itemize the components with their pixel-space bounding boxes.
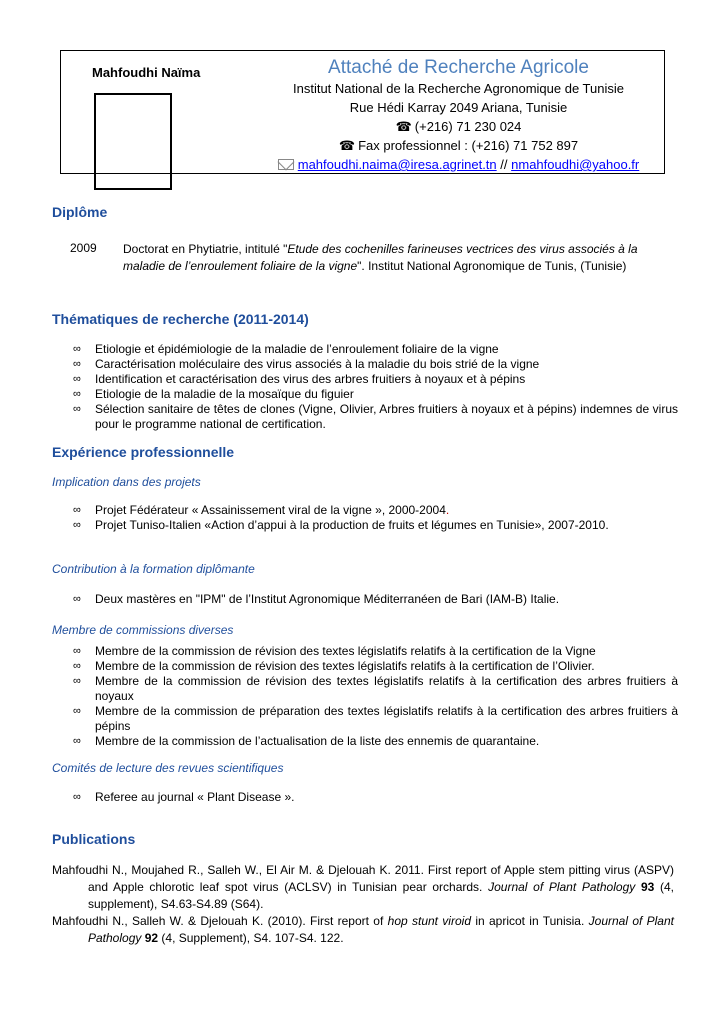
publications-heading: Publications	[52, 831, 136, 847]
projects-list	[73, 503, 678, 533]
bullet-icon: ∞	[73, 388, 81, 400]
list-item: ∞ Referee au journal « Plant Disease ».	[73, 790, 295, 804]
journal-name: Journal of Plant Pathology	[88, 914, 674, 945]
phone-icon: ☎	[395, 119, 412, 134]
accent-dot: .	[445, 503, 450, 517]
experience-heading: Expérience professionnelle	[52, 444, 235, 460]
email-link-1[interactable]: mahfoudhi.naima@iresa.agrinet.tn	[297, 157, 497, 172]
diploma-text	[123, 241, 675, 275]
bullet-icon: ∞	[73, 403, 81, 415]
reviews-list	[73, 790, 678, 805]
journal-volume: 92	[144, 931, 159, 945]
address: Rue Hédi Karray 2049 Ariana, Tunisie	[349, 100, 568, 115]
bullet-icon: ∞	[73, 343, 81, 355]
header-box	[60, 50, 665, 174]
list-item: ∞ Sélection sanitaire de têtes de clones (Vigne, Olivier, Arbres fruitiers à noyaux et à pépins) indemnes de virus pour le programme national de certification.	[73, 402, 678, 431]
training-list	[73, 592, 678, 607]
list-item: ∞ Membre de la commission de l’actualisation de la liste des ennemis de quarantaine.	[73, 734, 540, 748]
mail-icon	[278, 159, 294, 170]
list-item: ∞ Caractérisation moléculaire des virus associés à la maladie du bois strié de la vigne	[73, 357, 540, 371]
bullet-icon: ∞	[73, 593, 81, 605]
list-item: ∞ Membre de la commission de révision des textes législatifs relatifs à la certification de l’Olivier.	[73, 659, 595, 673]
candidate-name: Mahfoudhi Naïma	[92, 65, 201, 80]
bullet-icon: ∞	[73, 373, 81, 385]
training-subheading: Contribution à la formation diplômante	[52, 562, 255, 576]
research-list	[73, 342, 678, 432]
fax-icon: ☎	[338, 138, 356, 153]
diploma-suffix: ". Institut National Agronomique de Tunis, (Tunisie)	[357, 259, 627, 273]
email-separator: //	[500, 157, 508, 172]
bullet-icon: ∞	[73, 645, 81, 657]
thesis-title: Etude des cochenilles farineuses vectrices des virus associés à la maladie de l’enroulement foliaire de la vigne	[123, 242, 638, 273]
bullet-icon: ∞	[73, 675, 81, 687]
publication-1: Mahfoudhi N., Moujahed R., Salleh W., El Air M. & Djelouah K. 2011. First report of Apple stem pitting virus (ASPV) and Apple chlorotic leaf spot virus (ACLSV) in Tunisian pear orchards. Journal of Plant Pathology 93 (4, supplement), S4.63-S4.89 (S64).	[52, 863, 674, 911]
bullet-icon: ∞	[73, 660, 81, 672]
list-item: ∞ Etiologie de la maladie de la mosaïque du figuier	[73, 387, 354, 401]
diploma-year: 2009	[70, 241, 97, 255]
bullet-icon: ∞	[73, 705, 81, 717]
research-heading: Thématiques de recherche (2011-2014)	[52, 311, 309, 327]
list-item: ∞ Membre de la commission de révision des textes législatifs relatifs à la certification des arbres fruitiers à noyaux	[73, 674, 678, 703]
reviews-subheading: Comités de lecture des revues scientifiques	[52, 761, 284, 775]
email-line	[261, 155, 656, 174]
job-title: Attaché de Recherche Agricole	[328, 57, 589, 78]
email-link-2[interactable]: nmahfoudhi@yahoo.fr	[511, 157, 640, 172]
bullet-icon: ∞	[73, 791, 81, 803]
bullet-icon: ∞	[73, 735, 81, 747]
diploma-heading: Diplôme	[52, 204, 108, 220]
contact-block	[261, 57, 656, 174]
phone-number: (+216) 71 230 024	[414, 119, 522, 134]
journal-volume: 93	[640, 880, 655, 894]
list-item: ∞ Projet Fédérateur « Assainissement viral de la vigne », 2000-2004.	[73, 503, 450, 517]
list-item: ∞ Deux mastères en "IPM" de l’Institut Agronomique Méditerranéen de Bari (IAM-B) Italie.	[73, 592, 560, 606]
virus-name: hop stunt viroid	[387, 914, 471, 928]
fax-line	[261, 136, 656, 155]
list-item: ∞ Membre de la commission de préparation des textes législatifs relatifs à la certification des arbres fruitiers à pépins	[73, 704, 678, 733]
commissions-subheading: Membre de commissions diverses	[52, 623, 234, 637]
photo-placeholder	[94, 93, 172, 190]
phone-line	[261, 117, 656, 136]
projects-subheading: Implication dans des projets	[52, 475, 201, 489]
list-item: ∞ Etiologie et épidémiologie de la maladie de l’enroulement foliaire de la vigne	[73, 342, 499, 356]
commissions-list	[73, 644, 678, 749]
list-item: ∞ Identification et caractérisation des virus des arbres fruitiers à noyaux et à pépins	[73, 372, 526, 386]
diploma-prefix: Doctorat en Phytiatrie, intitulé "	[123, 242, 288, 256]
bullet-icon: ∞	[73, 358, 81, 370]
publication-2: Mahfoudhi N., Salleh W. & Djelouah K. (2010). First report of hop stunt viroid in apricot in Tunisia. Journal of Plant Pathology 92 (4, Supplement), S4. 107-S4. 122.	[52, 914, 674, 945]
list-item: ∞ Projet Tuniso-Italien «Action d’appui à la production de fruits et légumes en Tunisie», 2007-2010.	[73, 518, 609, 532]
institute: Institut National de la Recherche Agronomique de Tunisie	[293, 81, 624, 96]
journal-name: Journal of Plant Pathology	[488, 880, 636, 894]
list-item: ∞ Membre de la commission de révision des textes législatifs relatifs à la certification de la Vigne	[73, 644, 596, 658]
bullet-icon: ∞	[73, 504, 81, 516]
fax-number: Fax professionnel : (+216) 71 752 897	[358, 138, 579, 153]
bullet-icon: ∞	[73, 519, 81, 531]
